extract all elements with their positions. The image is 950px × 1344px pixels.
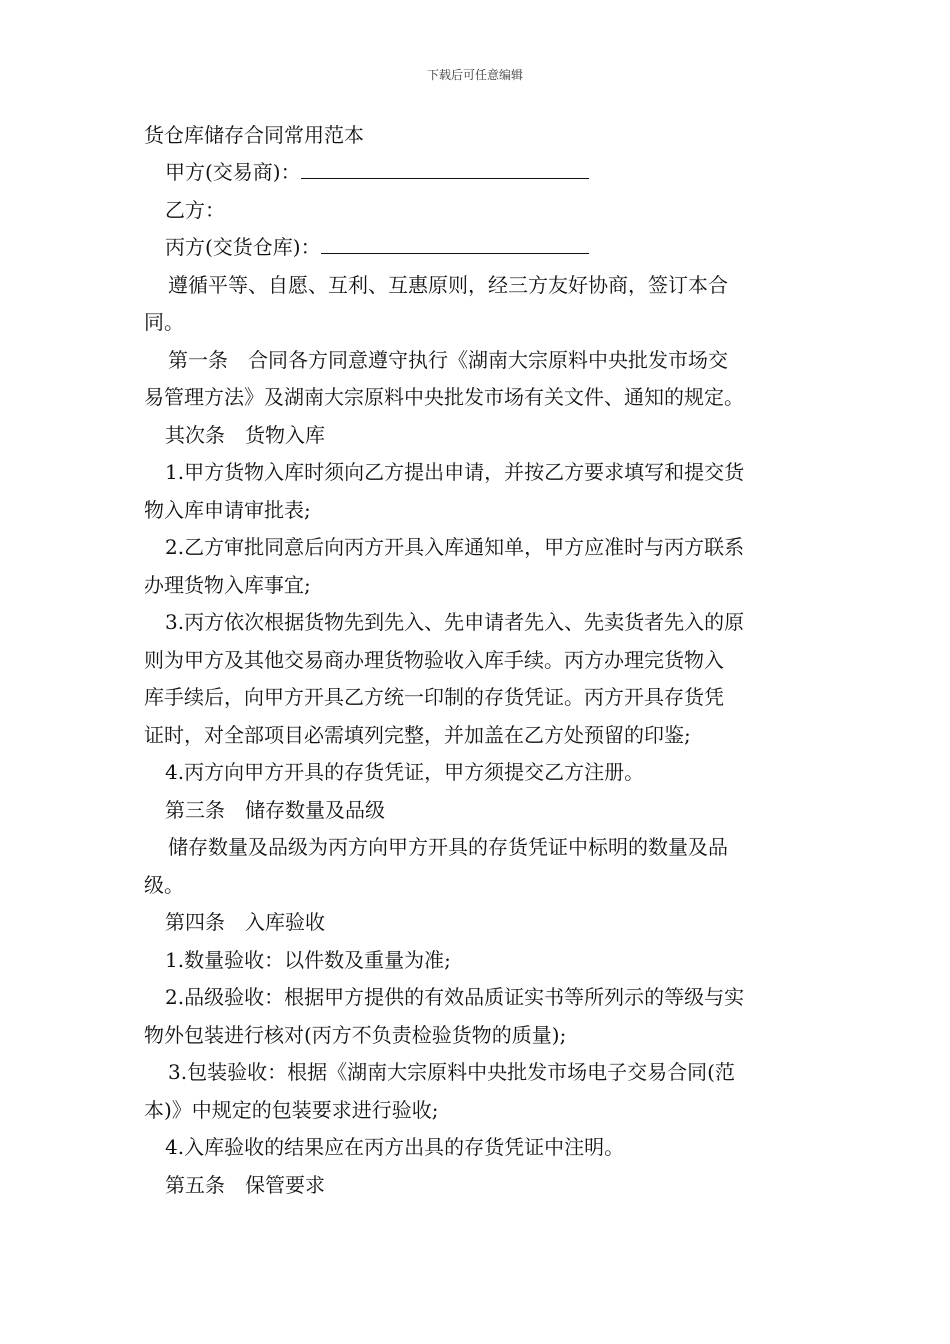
body-line: 则为甲方及其他交易商办理货物验收入库手续。丙方办理完货物入 [144,647,724,672]
body-line: 级。 [144,872,184,897]
body-line: 本)》中规定的包装要求进行验收; [144,1097,439,1122]
article-heading: 其次条 货物入库 [165,422,325,447]
body-line: 证时，对全部项目必需填列完整，并加盖在乙方处预留的印鉴; [144,722,691,747]
article-heading: 第四条 入库验收 [165,910,325,934]
article-heading: 第三条 储存数量及品级 [165,797,385,822]
party-c-line [144,229,814,267]
body-line: 2.品级验收：根据甲方提供的有效品质证实书等所列示的等级与实 [165,985,745,1009]
body-line: 办理货物入库事宜; [144,572,311,597]
body-line: 库手续后，向甲方开具乙方统一印制的存货凭证。丙方开具存货凭 [144,685,724,709]
body-line: 3.丙方依次根据货物先到先入、先申请者先入、先卖货者先入的原 [165,610,745,634]
party-a-blank [301,160,589,179]
body-line: 1.数量验收：以件数及重量为准; [165,947,451,972]
body-line: 物入库申请审批表; [144,497,311,522]
article-heading: 第一条 合同各方同意遵守执行《湖南大宗原料中央批发市场交 [168,347,728,372]
body-line: 储存数量及品级为丙方向甲方开具的存货凭证中标明的数量及品 [168,835,728,859]
body-line: 4.入库验收的结果应在丙方出具的存货凭证中注明。 [165,1135,625,1159]
page-header: 下载后可任意编辑 [426,68,523,82]
body-line: 2.乙方审批同意后向丙方开具入库通知单，甲方应准时与丙方联系 [165,535,745,559]
body-line: 遵循平等、自愿、互利、互惠原则，经三方友好协商，签订本合 [168,272,728,297]
party-c-blank [321,235,589,254]
body-line: 1.甲方货物入库时须向乙方提出申请，并按乙方要求填写和提交货 [165,460,745,484]
party-b-line [144,192,814,230]
document-body [144,118,814,1204]
body-line: 物外包装进行核对(丙方不负责检验货物的质量); [144,1022,567,1047]
party-a-label: 甲方(交易商)： [165,160,301,184]
party-c-label: 丙方(交货仓库)： [165,235,321,259]
body-line: 4.丙方向甲方开具的存货凭证，甲方须提交乙方注册。 [165,760,645,784]
article-heading: 第五条 保管要求 [165,1172,325,1197]
body-line: 3.包装验收：根据《湖南大宗原料中央批发市场电子交易合同(范 [168,1060,735,1084]
party-b-label: 乙方： [165,197,225,222]
body-line: 同。 [144,310,184,334]
party-a-line [144,154,814,192]
body-line: 易管理方法》及湖南大宗原料中央批发市场有关文件、通知的规定。 [144,385,744,409]
document-title: 货仓库储存合同常用范本 [144,123,364,147]
